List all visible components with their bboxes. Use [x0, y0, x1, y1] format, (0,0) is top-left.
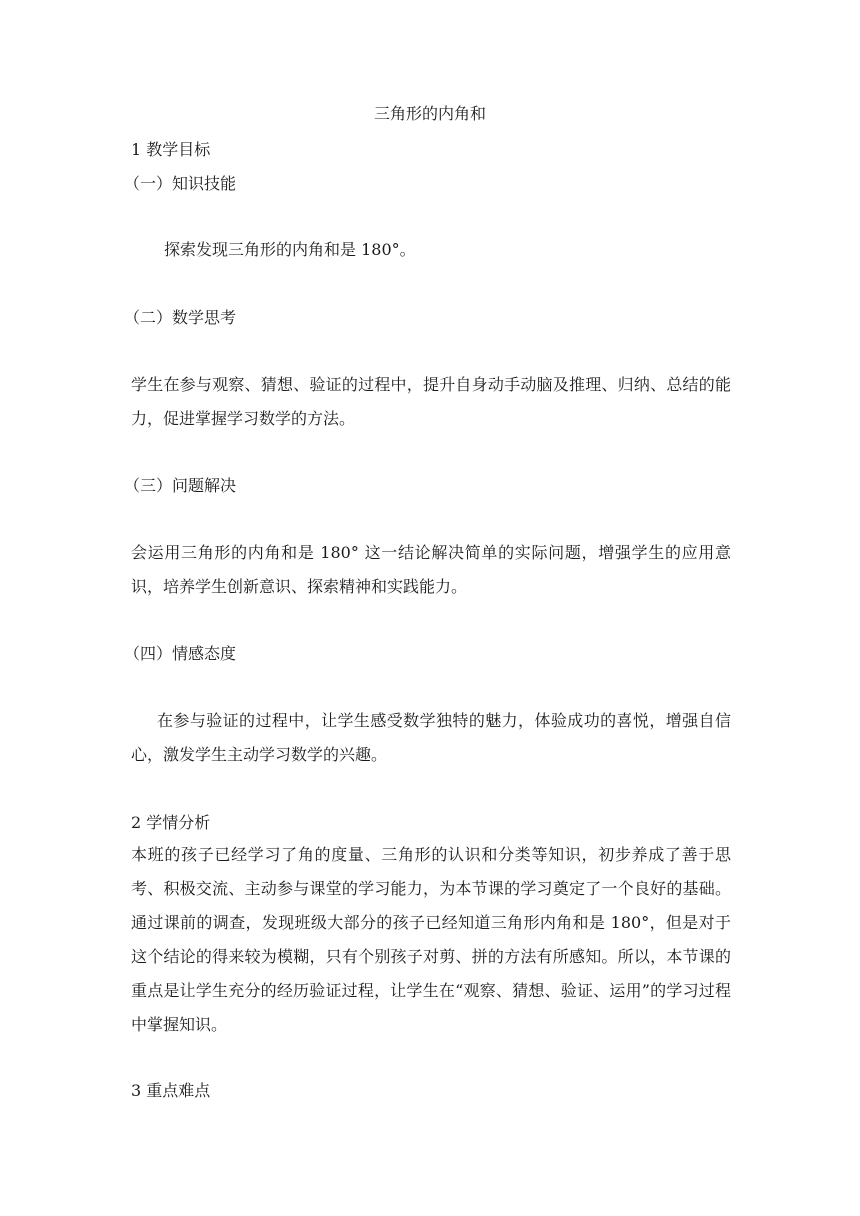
section-2-heading: 2 学情分析 [131, 813, 211, 832]
subsection-thinking-text: 学生在参与观察、猜想、验证的过程中，提升自身动手动脑及推理、归纳、总结的能力，促进掌握学习数学的方法。 [131, 375, 731, 428]
subsection-emotion-heading: （四）情感态度 [124, 644, 237, 663]
subsection-knowledge-text: 探索发现三角形的内角和是 180°。 [164, 240, 416, 259]
subsection-emotion-text: 在参与验证的过程中，让学生感受数学独特的魅力，体验成功的喜悦，增强自信心，激发学生主动学习数学的兴趣。 [131, 711, 731, 764]
subsection-problem-heading: （三）问题解决 [124, 476, 237, 495]
document-title: 三角形的内角和 [373, 104, 486, 123]
subsection-knowledge-heading: （一）知识技能 [124, 174, 237, 193]
section-1-heading: 1 教学目标 [131, 140, 211, 159]
section-3-heading: 3 重点难点 [131, 1081, 211, 1100]
subsection-thinking-heading: （二）数学思考 [124, 308, 237, 327]
subsection-problem-text: 会运用三角形的内角和是 180° 这一结论解决简单的实际问题，增强学生的应用意识，培养学生创新意识、探索精神和实践能力。 [131, 543, 731, 596]
section-2-text: 本班的孩子已经学习了角的度量、三角形的认识和分类等知识，初步养成了善于思考、积极交流、主动参与课堂的学习能力，为本节课的学习奠定了一个良好的基础。通过课前的调查，发现班级大部分的孩子已经知道三角形内角和是 180°，但是对于这个结论的得来较为模糊，只有个别孩子对剪、拼的方法有所感知。所以，本节课的重点是让学生充分的经历验证过程，让学生在“观察、猜想、验证、运用”的学习过程中掌握知识。 [131, 845, 731, 1034]
